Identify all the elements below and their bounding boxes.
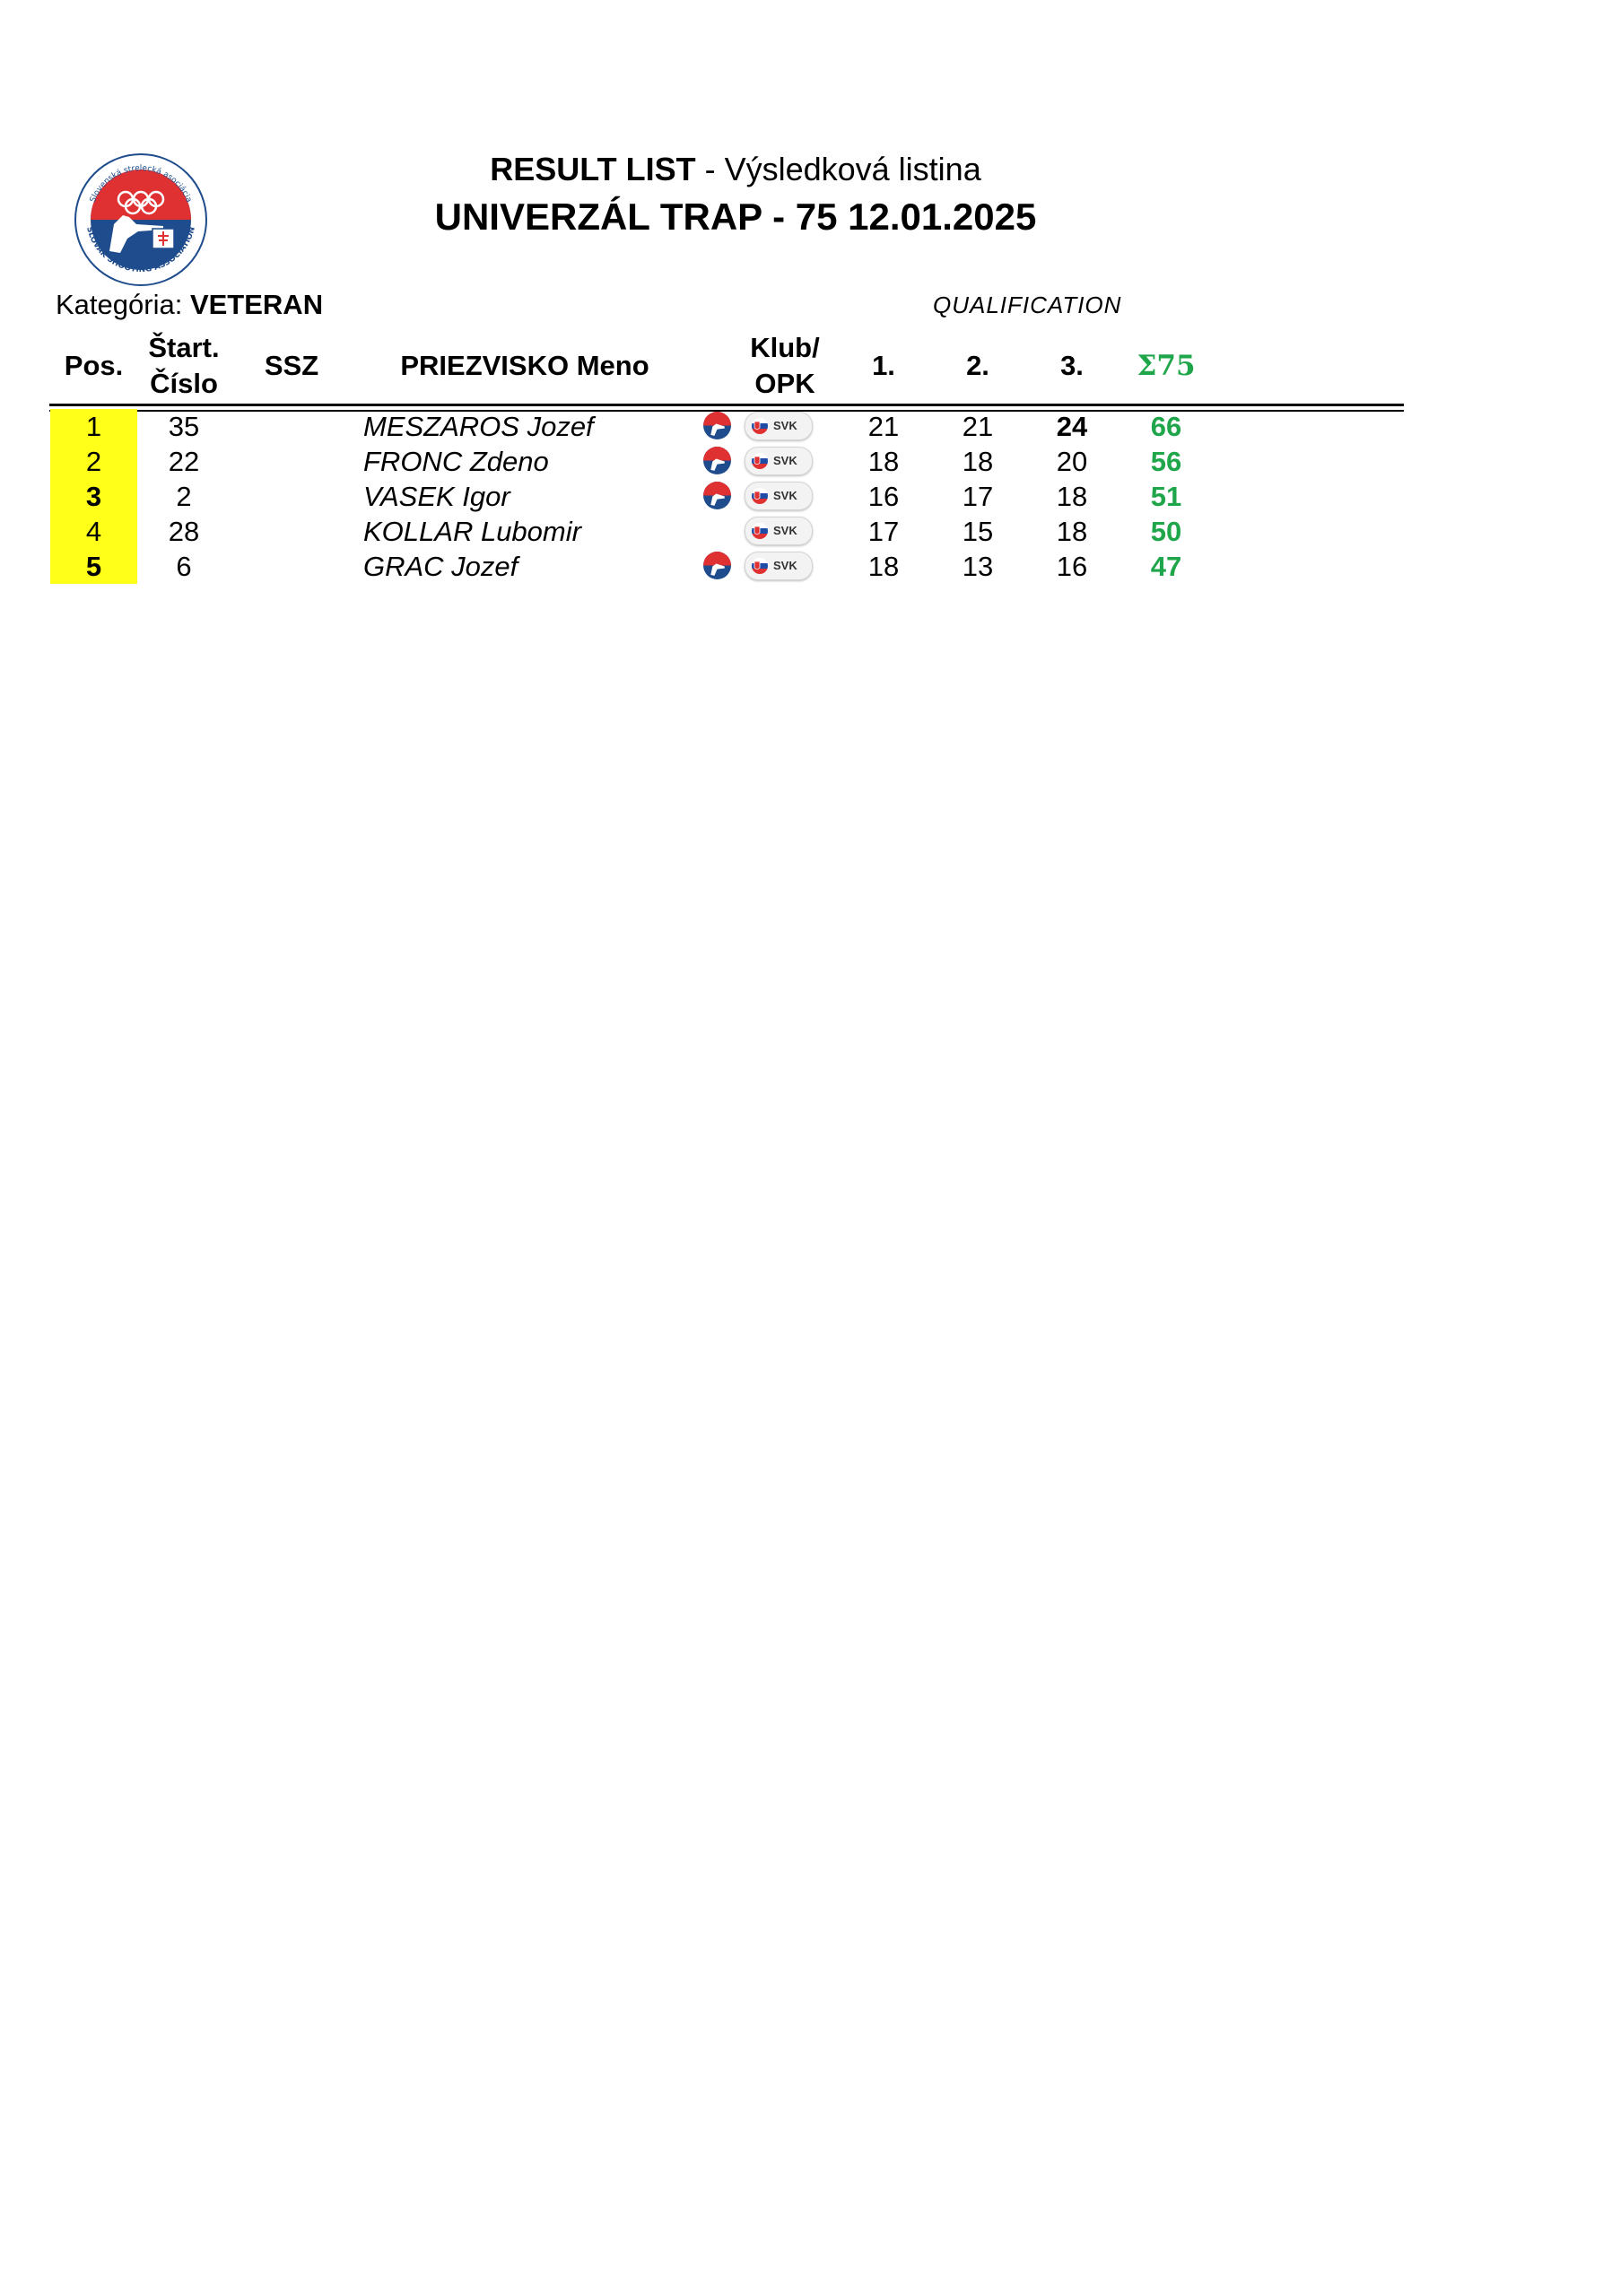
col-pos: Pos. [64, 350, 124, 381]
row-r3: 24 [1056, 411, 1088, 442]
nation-code: SVK [773, 454, 797, 467]
row-r3: 18 [1056, 516, 1088, 547]
slovakia-flag-icon [752, 558, 768, 574]
row-start: 22 [168, 446, 200, 477]
row-start: 28 [168, 516, 200, 547]
report-title [0, 151, 1471, 188]
row-r1: 21 [867, 411, 900, 442]
col-start-line1: Štart. [148, 332, 220, 363]
row-total: 50 [1150, 516, 1182, 547]
row-name: FRONC Zdeno [363, 446, 549, 477]
club-icon [702, 446, 732, 475]
title-bold: RESULT LIST [490, 151, 696, 187]
slovakia-flag-icon [752, 418, 768, 434]
category-line [56, 289, 323, 321]
slovakia-flag-icon [752, 453, 768, 469]
col-club-line2: OPK [754, 368, 815, 399]
row-r3: 18 [1056, 481, 1088, 512]
logo-top-text: Slovenská strelecká asociácia [88, 163, 194, 204]
table-row [0, 479, 1603, 514]
row-r2: 13 [962, 551, 994, 582]
row-r1: 17 [867, 516, 900, 547]
col-start-line2: Číslo [150, 368, 218, 399]
table-row [0, 514, 1603, 549]
event-subtitle: UNIVERZÁL TRAP - 75 12.01.2025 [434, 196, 1037, 238]
club-icon [702, 411, 732, 440]
header-rule [49, 404, 1404, 406]
col-r2: 2. [966, 350, 989, 381]
phase-label: QUALIFICATION [933, 291, 1122, 318]
col-r1: 1. [872, 350, 895, 381]
col-r3: 3. [1060, 350, 1084, 381]
col-ssz: SSZ [264, 350, 319, 381]
row-pos: 1 [50, 409, 137, 444]
row-name: VASEK Igor [363, 481, 510, 512]
row-r2: 15 [962, 516, 994, 547]
title-rest: - Výsledková listina [695, 151, 981, 187]
row-total: 56 [1150, 446, 1182, 477]
nation-badge [745, 412, 813, 440]
row-r2: 18 [962, 446, 994, 477]
row-total: 66 [1150, 411, 1182, 442]
nation-badge [745, 447, 813, 475]
club-icon [702, 551, 732, 580]
nation-code: SVK [773, 419, 797, 432]
row-r3: 20 [1056, 446, 1088, 477]
row-pos: 4 [50, 514, 137, 549]
nation-code: SVK [773, 559, 797, 572]
row-total: 47 [1150, 551, 1182, 582]
row-r1: 18 [867, 551, 900, 582]
col-club [736, 330, 834, 402]
col-club-line1: Klub/ [750, 332, 820, 363]
table-row [0, 444, 1603, 479]
category-value: VETERAN [189, 289, 324, 320]
col-name: PRIEZVISKO Meno [400, 350, 649, 381]
table-row [0, 549, 1603, 584]
row-pos: 5 [50, 549, 137, 584]
row-start: 2 [176, 481, 192, 512]
row-r3: 16 [1056, 551, 1088, 582]
row-name: KOLLAR Lubomir [363, 516, 581, 547]
row-r1: 18 [867, 446, 900, 477]
nation-code: SVK [773, 489, 797, 502]
row-r1: 16 [867, 481, 900, 512]
row-pos: 3 [50, 479, 137, 514]
slovakia-flag-icon [752, 488, 768, 504]
nation-badge [745, 552, 813, 580]
nation-code: SVK [773, 524, 797, 537]
slovakia-flag-icon [752, 523, 768, 539]
nation-badge [745, 482, 813, 510]
row-name: GRAC Jozef [363, 551, 518, 582]
row-r2: 17 [962, 481, 994, 512]
table-row [0, 409, 1603, 444]
row-name: MESZAROS Jozef [363, 411, 594, 442]
category-label: Kategória: [56, 289, 183, 320]
row-r2: 21 [962, 411, 994, 442]
club-icon [702, 481, 732, 510]
row-pos: 2 [50, 444, 137, 479]
logo-bottom-text: SLOVAK SHOOTING ASSOCIATION [84, 225, 197, 275]
row-total: 51 [1150, 481, 1182, 512]
nation-badge [745, 517, 813, 545]
row-start: 6 [176, 551, 192, 582]
row-start: 35 [168, 411, 200, 442]
col-start [135, 330, 233, 402]
col-total: Σ75 [1137, 350, 1196, 382]
